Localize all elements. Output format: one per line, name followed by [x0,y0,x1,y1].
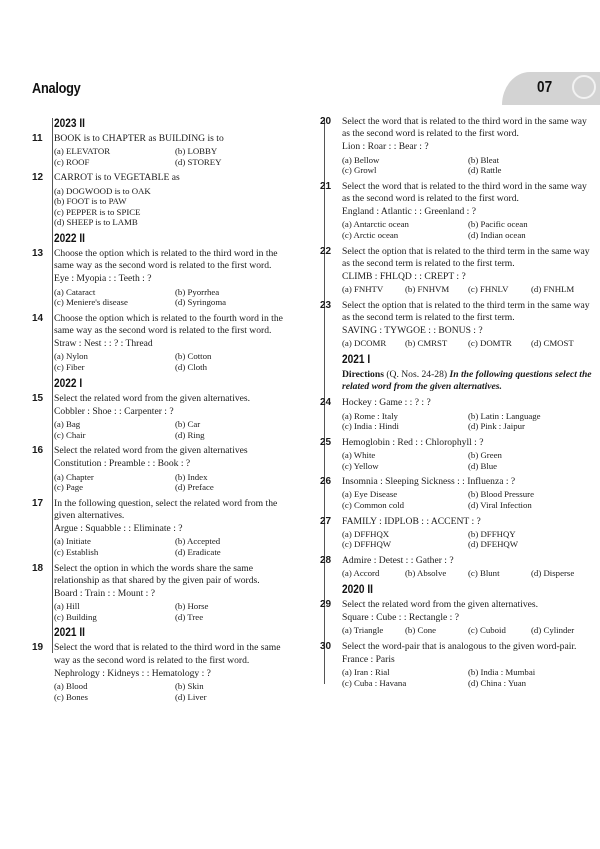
answer-option: (c) Cuboid [468,625,506,636]
question-text: Select the option that is related to the third term in the same way as the second term is related to the first term. [342,299,590,323]
answer-option: (c) Common cold [342,499,405,510]
answer-option: (d) Syringoma [175,297,227,308]
year-heading: 2022 II [54,232,85,245]
question-number: 27 [320,515,332,527]
answer-option: (a) Antarctic ocean [342,219,409,230]
question-number: 21 [320,180,332,192]
question-item [322,397,594,431]
answer-option: (b) Skin [175,680,204,691]
answer-option: (b) Index [175,471,208,482]
answer-option: (c) India : Hindi [342,421,399,432]
question-analogy-prompt: Constitution : Preamble : : Book : ? [54,458,191,470]
question-number: 23 [320,299,332,311]
question-number: 25 [320,436,332,448]
chapter-title: Analogy [32,80,81,97]
question-number: 18 [32,562,44,574]
answer-options [54,287,296,308]
question-number: 19 [32,642,44,654]
question-item [322,437,594,471]
answer-option: (b) LOBBY [175,146,218,157]
answer-option: (a) DFFHQX [342,528,390,539]
answer-option: (d) Rattle [468,165,502,176]
question-item [34,445,296,493]
directions-range: (Q. Nos. 24-28) [386,369,448,380]
question-text: Admire : Detest : : Gather : ? [342,554,454,566]
question-number: 26 [320,476,332,488]
answer-option: (c) PEPPER is to SPICE [54,206,141,217]
answer-option: (d) Disperse [531,568,575,579]
question-number: 16 [32,445,44,457]
question-analogy-prompt: CLIMB : FHLQD : : CREPT : ? [342,271,466,282]
right-column [322,116,594,693]
answer-option: (c) ROOF [54,156,90,167]
directions-label: Directions [342,369,384,380]
left-column [34,116,296,707]
year-heading: 2022 I [54,377,83,390]
question-text: Select the option that is related to the third term in the same way as the second term is related to the first term. [342,245,590,269]
answer-option: (b) Absolve [405,568,447,579]
answer-options [342,625,594,636]
year-heading: 2023 II [54,118,85,130]
answer-option: (b) Pacific ocean [468,219,528,230]
answer-options [54,186,296,228]
answer-option: (a) Eye Disease [342,489,398,500]
question-analogy-prompt: Eye : Myopia : : Teeth : ? [54,273,152,285]
answer-option: (a) DCOMR [342,338,387,349]
answer-option: (c) FHNLV [468,284,509,295]
answer-option: (c) Arctic ocean [342,230,399,240]
year-heading: 2020 II [342,583,373,596]
question-item [322,476,594,510]
answer-option: (d) Indian ocean [468,230,526,240]
answer-option: (c) Bones [54,691,88,702]
answer-option: (b) CMRST [405,338,448,349]
answer-option: (a) Blood [54,680,88,691]
answer-option: (a) Chapter [54,471,94,482]
answer-option: (b) Latin : Language [468,410,541,421]
answer-option: (c) Page [54,482,84,493]
answer-option: (b) FNHVM [405,284,450,295]
answer-option: (a) Cataract [54,286,96,297]
answer-option: (b) DFFHQY [468,528,516,539]
answer-option: (c) DFFHQW [342,539,392,550]
answer-options [54,351,296,372]
answer-option: (c) Chair [54,429,86,440]
question-item [34,563,296,623]
question-item [34,313,296,373]
question-analogy-prompt: Nephrology : Kidneys : : Hematology : ? [54,667,211,679]
answer-option: (b) India : Mumbai [468,667,536,678]
question-text: Select the word that is related to the third word in the same way as the second word is related to the first word. [54,642,281,666]
answer-option: (c) Cuba : Havana [342,677,407,688]
year-heading: 2021 II [54,627,85,640]
answer-option: (d) STOREY [175,156,222,167]
answer-options [342,450,594,471]
answer-option: (d) Eradicate [175,546,221,557]
answer-option: (a) Bag [54,418,81,429]
question-text: Hockey : Game : : ? : ? [342,397,431,409]
question-number: 28 [320,554,332,566]
question-text: Select the word that is related to the third word in the same way as the second word is related to the first word. [342,180,587,204]
question-number: 17 [32,497,44,509]
answer-options [342,411,594,432]
answer-option: (b) Accepted [175,536,221,547]
answer-option: (d) China : Yuan [468,677,527,688]
question-text: Select the related word from the given alternatives. [54,392,251,404]
question-item [322,555,594,579]
answer-option: (d) SHEEP is to LAMB [54,217,138,228]
answer-option: (d) Tree [175,611,204,622]
question-text: BOOK is to CHAPTER as BUILDING is to [54,133,224,144]
answer-option: (a) FNHTV [342,284,384,295]
answer-option: (d) Preface [175,482,214,493]
answer-option: (b) Horse [175,601,209,612]
question-analogy-prompt: SAVING : TYWGOE : : BONUS : ? [342,325,483,337]
question-number: 15 [32,392,44,404]
answer-option: (a) DOGWOOD is to OAK [54,185,151,196]
answer-options [342,284,594,295]
page-number: 07 [537,79,553,96]
answer-option: (a) ELEVATOR [54,146,111,157]
question-item [34,642,296,702]
question-text: In the following question, select the related word from the given alternatives. [54,497,278,521]
question-text: Select the related word from the given alternatives. [342,598,539,610]
answer-option: (d) Viral Infection [468,499,532,510]
answer-option: (d) Cylinder [531,625,575,636]
question-number: 24 [320,397,332,409]
answer-options [342,219,594,240]
answer-option: (a) Bellow [342,154,380,165]
answer-option: (d) Ring [175,429,205,440]
answer-option: (b) Car [175,418,201,429]
answer-option: (d) Blue [468,460,498,471]
question-text: Choose the option which is related to the third word in the same way as the second word is related to the first word. [54,247,278,272]
answer-options [342,489,594,510]
question-text: Select the word that is related to the third word in the same way as the second word is related to the first word. [342,116,587,140]
question-analogy-prompt: France : Paris [342,653,395,665]
answer-options [342,568,594,579]
answer-option: (c) Yellow [342,460,379,471]
answer-option: (c) Growl [342,165,377,176]
directions-text: In the following questions select the related word from the given alternatives. [342,369,592,393]
answer-option: (d) Liver [175,691,207,702]
answer-option: (d) CMOST [531,338,574,349]
directions-note [342,369,594,393]
question-text: Hemoglobin : Red : : Chlorophyll : ? [342,436,484,448]
answer-options [342,667,594,688]
answer-options [54,419,296,440]
answer-option: (a) Hill [54,601,80,612]
question-analogy-prompt: Straw : Nest : : ? : Thread [54,338,153,350]
answer-options [342,529,594,550]
question-analogy-prompt: Board : Train : : Mount : ? [54,587,156,599]
question-number: 22 [320,245,332,257]
question-item [322,181,594,241]
question-text: Select the related word from the given alternatives [54,445,248,457]
answer-option: (c) Building [54,611,97,622]
question-item [322,300,594,349]
answer-option: (c) DOMTR [468,338,512,349]
answer-option: (d) Pink : Jaipur [468,421,525,432]
question-number: 11 [32,133,43,144]
answer-option: (d) FNHLM [531,284,575,295]
answer-option: (a) Iran : Rial [342,667,390,678]
question-item [322,641,594,689]
question-item [34,248,296,308]
question-item [34,172,296,228]
question-analogy-prompt: Cobbler : Shoe : : Carpenter : ? [54,405,174,417]
answer-option: (d) DFEHQW [468,539,519,550]
question-number: 29 [320,598,332,610]
answer-option: (b) Cone [405,625,437,636]
answer-options [342,338,594,349]
answer-options [54,536,296,557]
answer-option: (b) Bleat [468,154,500,165]
answer-option: (d) Cloth [175,361,208,372]
question-number: 14 [32,312,44,324]
question-item [322,516,594,550]
question-analogy-prompt: Square : Cube : : Rectangle : ? [342,611,459,623]
answer-option: (a) Initiate [54,536,91,547]
answer-option: (a) White [342,450,376,460]
answer-options [54,601,296,622]
question-number: 30 [320,640,332,652]
answer-option: (b) Pyorrhea [175,286,220,297]
question-number: 13 [32,247,44,259]
answer-option: (c) Blunt [468,568,500,579]
year-heading: 2021 I [342,354,371,366]
question-number: 20 [320,116,332,127]
answer-options [54,472,296,493]
question-analogy-prompt: England : Atlantic : : Greenland : ? [342,206,477,218]
question-text: Select the word-pair that is analogous to the given word-pair. [342,640,577,652]
answer-options [54,146,296,167]
question-text: Insomnia : Sleeping Sickness : : Influenza : ? [342,476,516,488]
answer-option: (a) Nylon [54,351,88,362]
answer-option: (b) Blood Pressure [468,489,534,500]
question-text: FAMILY : IDPLOB : : ACCENT : ? [342,515,481,527]
answer-option: (c) Establish [54,546,99,557]
question-text: Select the option in which the words share the same relationship as that shared by the given pair of words. [54,562,260,586]
question-analogy-prompt: Argue : Squabble : : Eliminate : ? [54,523,183,535]
answer-options [54,681,296,702]
answer-option: (b) FOOT is to PAW [54,196,127,207]
question-text: Choose the option which is related to the fourth word in the same way as the second word is related to the first word. [54,312,283,336]
answer-option: (c) Fiber [54,361,85,372]
question-item [34,498,296,558]
question-item [322,116,594,176]
answer-option: (b) Cotton [175,351,212,362]
answer-options [342,155,594,176]
answer-option: (a) Rome : Italy [342,410,398,421]
question-number: 12 [32,172,44,184]
answer-option: (b) Green [468,450,502,460]
answer-option: (c) Meniere's disease [54,297,128,308]
question-analogy-prompt: Lion : Roar : : Bear : ? [342,141,429,153]
answer-option: (a) Triangle [342,625,384,636]
question-item [34,133,296,167]
answer-option: (a) Accord [342,568,380,579]
question-item [34,393,296,441]
question-item [322,246,594,295]
question-text: CARROT is to VEGETABLE as [54,172,180,184]
question-item [322,599,594,636]
circle-decoration-icon [572,75,596,99]
